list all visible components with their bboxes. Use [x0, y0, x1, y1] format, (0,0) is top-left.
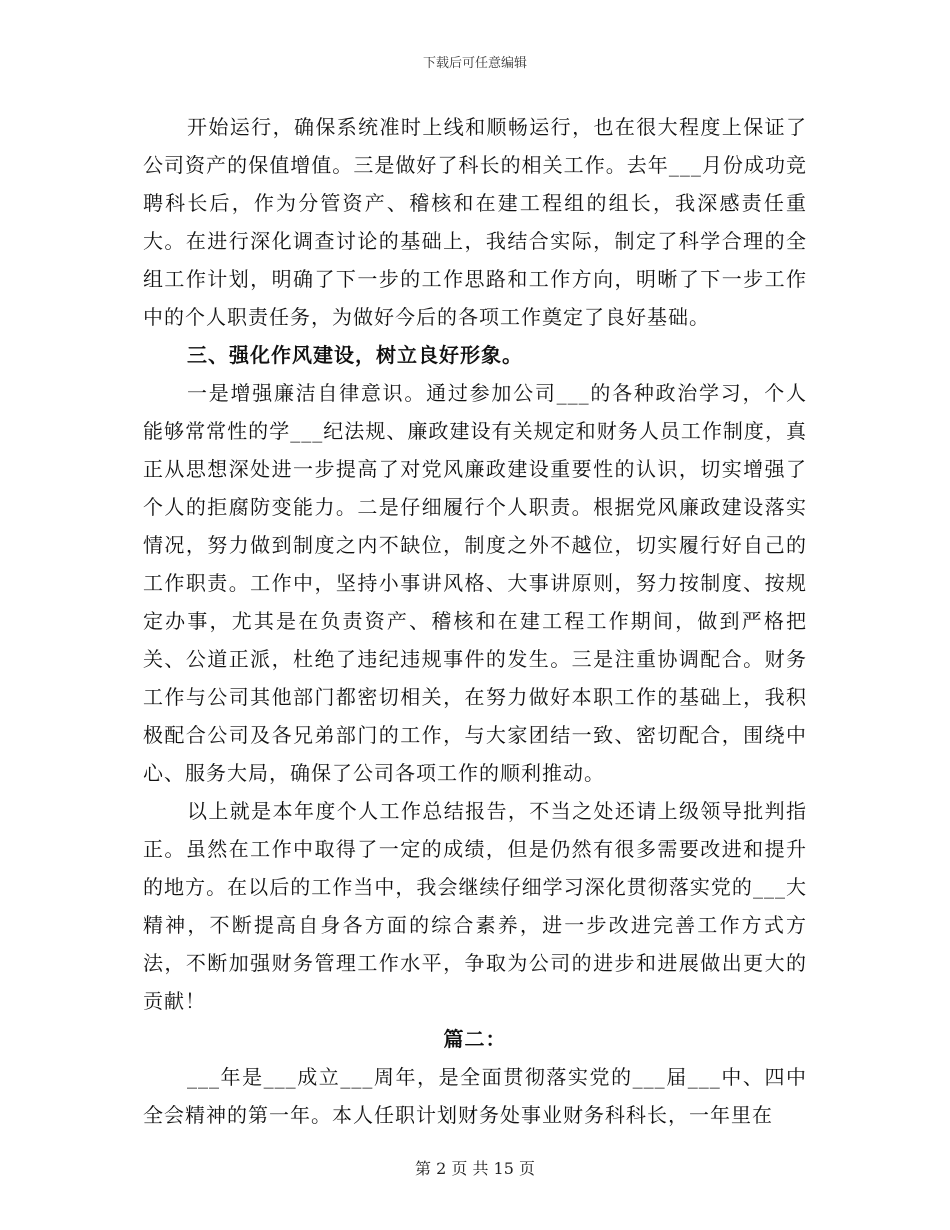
paragraph-1: 开始运行，确保系统准时上线和顺畅运行，也在很大程度上保证了公司资产的保值增值。三是做好了科长的相关工作。去年___月份成功竞聘科长后，作为分管资产、稽核和在建工程组的组长，我深感责任重大。在进行深化调查讨论的基础上，我结合实际，制定了科学合理的全组工作计划，明确了下一步的工作思路和工作方向，明晰了下一步工作中的个人职责任务，为做好今后的各项工作奠定了良好基础。	[143, 115, 807, 329]
paragraph-3: 以上就是本年度个人工作总结报告，不当之处还请上级领导批判指正。虽然在工作中取得了一定的成绩，但是仍然有很多需要改进和提升的地方。在以后的工作当中，我会继续仔细学习深化贯彻落实党的___大精神，不断提高自身各方面的综合素养，进一步改进完善工作方式方法，不断加强财务管理工作水平，争取为公司的进步和进展做出更大的贡献！	[143, 799, 807, 1013]
paragraph-4: ___年是___成立___周年，是全面贯彻落实党的___届___中、四中全会精神的第一年。本人任职计划财务处事业财务科科长，一年里在	[143, 1065, 807, 1127]
page-number-footer: 第 2 页 共 15 页	[415, 1159, 535, 1178]
section-title: 篇二：	[443, 1027, 507, 1051]
document-body	[143, 108, 807, 1134]
section-heading-3: 三、强化作风建设，树立良好形象。	[187, 343, 523, 367]
page-header-note: 下载后可任意编辑	[422, 56, 527, 71]
paragraph-2: 一是增强廉洁自律意识。通过参加公司___的各种政治学习，个人能够常常性的学___纪法规、廉政建设有关规定和财务人员工作制度，真正从思想深处进一步提高了对党风廉政建设重要性的认识，切实增强了个人的拒腐防变能力。二是仔细履行个人职责。根据党风廉政建设落实情况，努力做到制度之内不缺位，制度之外不越位，切实履行好自己的工作职责。工作中，坚持小事讲风格、大事讲原则，努力按制度、按规定办事，尤其是在负责资产、稽核和在建工程工作期间，做到严格把关、公道正派，杜绝了违纪违规事件的发生。三是注重协调配合。财务工作与公司其他部门都密切相关，在努力做好本职工作的基础上，我积极配合公司及各兄弟部门的工作，与大家团结一致、密切配合，围绕中心、服务大局，确保了公司各项工作的顺利推动。	[143, 381, 807, 785]
